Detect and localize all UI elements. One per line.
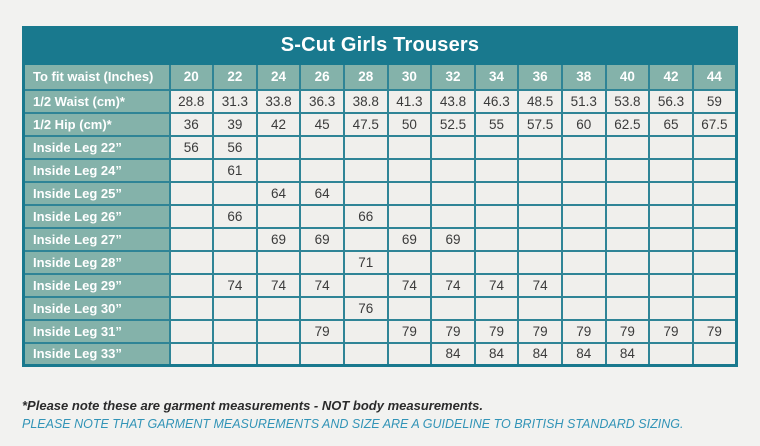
measurement-cell: 53.8 — [606, 90, 650, 113]
measurement-cell — [257, 251, 301, 274]
measurement-cell: 79 — [649, 320, 693, 343]
measurement-cell — [649, 251, 693, 274]
measurement-cell — [475, 205, 519, 228]
measurement-cell — [562, 182, 606, 205]
measurement-cell — [431, 136, 475, 159]
measurement-cell — [518, 297, 562, 320]
measurement-cell — [213, 343, 257, 366]
measurement-cell — [170, 205, 214, 228]
measurement-cell: 65 — [649, 113, 693, 136]
measurement-cell: 57.5 — [518, 113, 562, 136]
measurement-cell — [170, 182, 214, 205]
measurement-cell — [257, 205, 301, 228]
measurement-cell — [518, 182, 562, 205]
measurement-cell — [518, 251, 562, 274]
measurement-cell — [606, 251, 650, 274]
size-column-header: 40 — [606, 64, 650, 90]
measurement-cell — [213, 320, 257, 343]
measurement-cell — [562, 274, 606, 297]
measurement-cell: 66 — [213, 205, 257, 228]
measurement-cell: 41.3 — [388, 90, 432, 113]
measurement-cell: 84 — [562, 343, 606, 366]
row-label: Inside Leg 29” — [24, 274, 170, 297]
size-column-header: 32 — [431, 64, 475, 90]
table-row — [24, 274, 737, 297]
measurement-cell — [344, 228, 388, 251]
measurement-cell: 46.3 — [475, 90, 519, 113]
measurement-cell — [606, 182, 650, 205]
row-label: Inside Leg 31” — [24, 320, 170, 343]
measurement-cell: 74 — [300, 274, 344, 297]
british-standard-sizing-note: PLEASE NOTE THAT GARMENT MEASUREMENTS AND SIZE ARE A GUIDELINE TO BRITISH STANDARD SIZING. — [22, 417, 684, 431]
measurement-cell — [257, 320, 301, 343]
measurement-cell — [649, 159, 693, 182]
measurement-cell: 84 — [475, 343, 519, 366]
measurement-cell — [518, 205, 562, 228]
measurement-cell — [388, 343, 432, 366]
row-label: 1/2 Hip (cm)* — [24, 113, 170, 136]
size-column-header: 28 — [344, 64, 388, 90]
size-column-header: 38 — [562, 64, 606, 90]
measurement-cell: 69 — [431, 228, 475, 251]
measurement-cell: 79 — [388, 320, 432, 343]
table-row — [24, 297, 737, 320]
size-column-header: 36 — [518, 64, 562, 90]
measurement-cell — [344, 274, 388, 297]
row-label: Inside Leg 30” — [24, 297, 170, 320]
measurement-cell: 79 — [693, 320, 737, 343]
measurement-cell: 79 — [606, 320, 650, 343]
size-column-header: 42 — [649, 64, 693, 90]
measurement-cell: 66 — [344, 205, 388, 228]
table-row — [24, 320, 737, 343]
measurement-cell — [606, 297, 650, 320]
measurement-cell: 45 — [300, 113, 344, 136]
measurement-cell: 39 — [213, 113, 257, 136]
measurement-cell — [344, 320, 388, 343]
measurement-cell — [649, 228, 693, 251]
measurement-cell — [388, 251, 432, 274]
measurement-cell — [344, 136, 388, 159]
measurement-cell — [300, 159, 344, 182]
measurement-cell — [170, 274, 214, 297]
measurement-cell — [518, 136, 562, 159]
table-row — [24, 90, 737, 113]
measurement-cell — [170, 251, 214, 274]
measurement-cell — [213, 251, 257, 274]
measurement-cell — [300, 251, 344, 274]
footer-notes — [22, 398, 738, 431]
measurement-cell — [257, 343, 301, 366]
measurement-cell: 56 — [213, 136, 257, 159]
measurement-cell — [649, 136, 693, 159]
measurement-cell — [388, 205, 432, 228]
table-row — [24, 159, 737, 182]
measurement-cell — [170, 343, 214, 366]
table-row — [24, 136, 737, 159]
measurement-cell: 56 — [170, 136, 214, 159]
measurement-cell — [344, 343, 388, 366]
measurement-cell — [693, 274, 737, 297]
measurement-cell: 48.5 — [518, 90, 562, 113]
measurement-cell — [562, 297, 606, 320]
measurement-cell — [257, 136, 301, 159]
row-label: Inside Leg 33” — [24, 343, 170, 366]
measurement-cell: 79 — [300, 320, 344, 343]
measurement-cell — [606, 159, 650, 182]
measurement-cell — [693, 297, 737, 320]
measurement-cell: 36 — [170, 113, 214, 136]
measurement-cell: 84 — [606, 343, 650, 366]
measurement-cell — [170, 297, 214, 320]
table-row — [24, 228, 737, 251]
measurement-cell: 28.8 — [170, 90, 214, 113]
measurement-cell: 64 — [300, 182, 344, 205]
size-header-row — [24, 64, 737, 90]
size-column-header: 30 — [388, 64, 432, 90]
measurement-cell — [170, 159, 214, 182]
chart-title: S-Cut Girls Trousers — [24, 28, 737, 64]
measurement-cell: 79 — [431, 320, 475, 343]
measurement-cell: 74 — [431, 274, 475, 297]
measurement-cell: 74 — [388, 274, 432, 297]
title-row — [24, 28, 737, 64]
measurement-cell: 51.3 — [562, 90, 606, 113]
measurement-cell: 79 — [562, 320, 606, 343]
row-label: Inside Leg 25” — [24, 182, 170, 205]
measurement-cell — [388, 136, 432, 159]
measurement-cell: 74 — [475, 274, 519, 297]
measurement-cell: 79 — [518, 320, 562, 343]
row-label: Inside Leg 26” — [24, 205, 170, 228]
row-label: Inside Leg 22” — [24, 136, 170, 159]
measurement-cell — [562, 136, 606, 159]
measurement-cell: 60 — [562, 113, 606, 136]
measurement-cell: 64 — [257, 182, 301, 205]
measurement-cell — [562, 228, 606, 251]
measurement-cell — [431, 251, 475, 274]
measurement-cell: 42 — [257, 113, 301, 136]
measurement-cell: 69 — [257, 228, 301, 251]
measurement-cell: 36.3 — [300, 90, 344, 113]
measurement-cell: 67.5 — [693, 113, 737, 136]
measurement-cell — [431, 297, 475, 320]
measurement-cell: 33.8 — [257, 90, 301, 113]
measurement-cell — [475, 251, 519, 274]
measurement-cell — [170, 228, 214, 251]
measurement-cell — [431, 205, 475, 228]
table-row — [24, 251, 737, 274]
measurement-cell — [300, 297, 344, 320]
measurement-cell — [300, 205, 344, 228]
measurement-cell — [649, 343, 693, 366]
measurement-cell: 55 — [475, 113, 519, 136]
measurement-cell — [475, 136, 519, 159]
measurement-cell: 69 — [300, 228, 344, 251]
measurement-cell: 38.8 — [344, 90, 388, 113]
measurement-cell — [693, 136, 737, 159]
measurement-cell: 71 — [344, 251, 388, 274]
size-column-header: 26 — [300, 64, 344, 90]
row-label: Inside Leg 27” — [24, 228, 170, 251]
measurement-cell — [693, 182, 737, 205]
measurement-cell — [606, 228, 650, 251]
table-row — [24, 343, 737, 366]
measurement-cell — [649, 274, 693, 297]
measurement-cell: 62.5 — [606, 113, 650, 136]
measurement-cell — [606, 274, 650, 297]
measurement-cell — [170, 320, 214, 343]
size-column-header: 44 — [693, 64, 737, 90]
measurement-cell — [257, 297, 301, 320]
header-row-label: To fit waist (Inches) — [24, 64, 170, 90]
table-row — [24, 205, 737, 228]
measurement-cell: 74 — [518, 274, 562, 297]
measurement-cell — [649, 182, 693, 205]
measurement-cell: 50 — [388, 113, 432, 136]
measurement-cell — [649, 205, 693, 228]
measurement-cell — [475, 159, 519, 182]
garment-measurement-note: *Please note these are garment measurements - NOT body measurements. — [22, 398, 483, 413]
measurement-cell — [300, 343, 344, 366]
measurement-cell — [693, 159, 737, 182]
measurement-cell: 69 — [388, 228, 432, 251]
measurement-cell — [344, 159, 388, 182]
measurement-cell — [606, 205, 650, 228]
measurement-cell: 84 — [518, 343, 562, 366]
measurement-cell — [693, 205, 737, 228]
measurement-cell: 59 — [693, 90, 737, 113]
measurement-cell — [693, 228, 737, 251]
measurement-cell — [475, 182, 519, 205]
measurement-cell — [693, 343, 737, 366]
measurement-cell — [562, 205, 606, 228]
measurement-cell — [562, 159, 606, 182]
measurement-cell: 84 — [431, 343, 475, 366]
measurement-cell — [475, 297, 519, 320]
size-column-header: 22 — [213, 64, 257, 90]
measurement-cell — [344, 182, 388, 205]
measurement-cell: 47.5 — [344, 113, 388, 136]
measurement-cell — [518, 159, 562, 182]
table-row — [24, 113, 737, 136]
measurement-cell — [213, 182, 257, 205]
measurement-cell — [606, 136, 650, 159]
measurement-cell — [388, 297, 432, 320]
size-column-header: 24 — [257, 64, 301, 90]
size-chart — [22, 26, 738, 367]
measurement-cell — [649, 297, 693, 320]
row-label: Inside Leg 24” — [24, 159, 170, 182]
measurement-cell — [431, 159, 475, 182]
size-column-header: 20 — [170, 64, 214, 90]
measurement-cell — [431, 182, 475, 205]
measurement-cell: 43.8 — [431, 90, 475, 113]
measurement-cell — [475, 228, 519, 251]
table-row — [24, 182, 737, 205]
row-label: Inside Leg 28” — [24, 251, 170, 274]
measurement-cell — [300, 136, 344, 159]
measurement-cell: 74 — [257, 274, 301, 297]
measurement-cell: 76 — [344, 297, 388, 320]
size-column-header: 34 — [475, 64, 519, 90]
measurement-cell — [518, 228, 562, 251]
measurement-cell — [213, 297, 257, 320]
measurement-cell — [388, 182, 432, 205]
measurement-cell: 74 — [213, 274, 257, 297]
measurement-cell — [213, 228, 257, 251]
measurement-cell — [257, 159, 301, 182]
measurement-cell: 56.3 — [649, 90, 693, 113]
size-chart-table — [22, 26, 738, 367]
measurement-cell — [693, 251, 737, 274]
measurement-cell: 31.3 — [213, 90, 257, 113]
measurement-cell: 61 — [213, 159, 257, 182]
measurement-cell: 52.5 — [431, 113, 475, 136]
measurement-cell — [388, 159, 432, 182]
measurement-cell: 79 — [475, 320, 519, 343]
measurement-cell — [562, 251, 606, 274]
row-label: 1/2 Waist (cm)* — [24, 90, 170, 113]
